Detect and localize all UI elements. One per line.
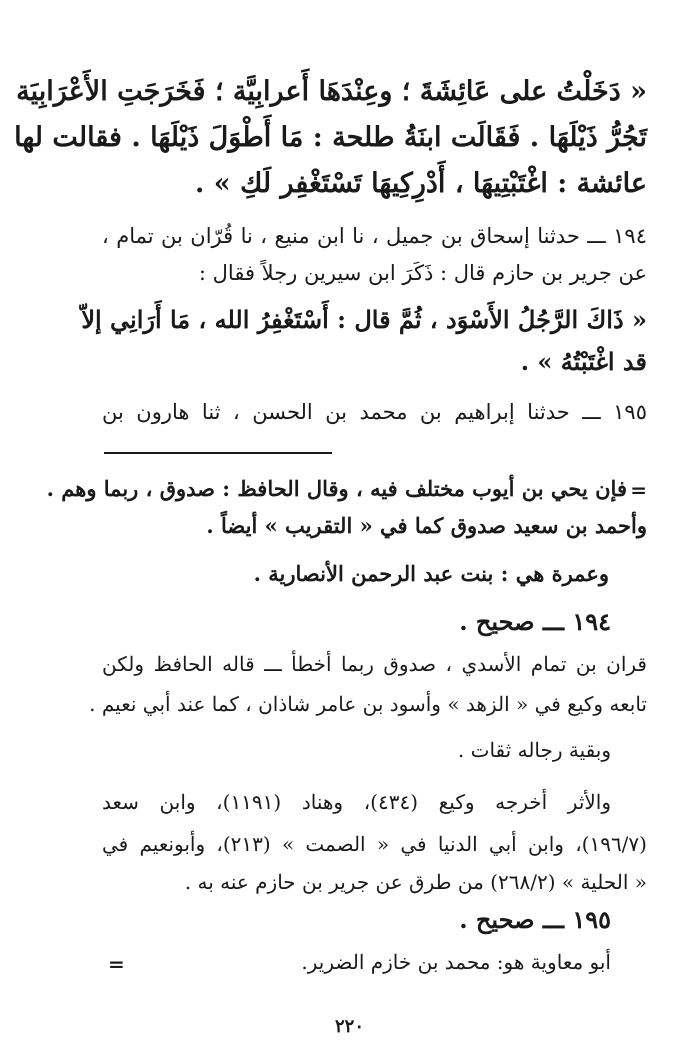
grade-195-heading: ١٩٥ ـــ صحيح . [459, 905, 611, 934]
hadith-195-isnad: ١٩٥ ـــ حدثنا إبراهيم بن محمد بن الحسن ، ثنا هارون بن [102, 400, 647, 424]
quote-line-3: عائشة : اغْتَبْتِيهَا ، أَدْرِكِيهَا تَسْتَغْفِر لَكِ » . [195, 168, 647, 199]
hadith-194-isnad-1: ١٩٤ ـــ حدثنا إسحاق بن جميل ، نا ابن منيع ، نا قُرّان بن تمام ، [102, 224, 647, 248]
note-194-line-6: « الحلية » (٢٦٨/٢) من طرق عن جرير بن حازم عنه به . [184, 870, 647, 894]
note-194-line-3: وبقية رجاله ثقات . [457, 738, 611, 762]
note-194-line-4: والأثر أخرجه وكيع (٤٣٤)، وهناد (١١٩١)، وابن سعد [102, 790, 612, 814]
note-194-line-5: (١٩٦/٧)، وابن أبي الدنيا في « الصمت » (٢١٣)، وأبونعيم في [102, 832, 647, 856]
footnote-continuation-1: فإن يحي بن أيوب مختلف فيه ، وقال الحافظ : صدوق ، ربما وهم . [46, 476, 627, 501]
note-194-line-1: قران بن تمام الأسدي ، صدوق ربما أخطأ ـــ قاله الحافظ ولكن [102, 652, 647, 676]
hadith-194-quote-1: « ذَاكَ الرَّجُلُ الأَسْوَد ، ثُمَّ قال : أَسْتَغْفِرُ الله ، مَا أَرَانِي إلاّ [81, 305, 647, 334]
note-194-line-2: تابعه وكيع في « الزهد » وأسود بن عامر شاذان ، كما عند أبي نعيم . [89, 692, 647, 716]
footnote-amra: وعمرة هي : بنت عبد الرحمن الأنصارية . [253, 561, 609, 586]
note-195: أبو معاوية هو: محمد بن خازم الضرير. [301, 950, 611, 974]
footnote-divider [104, 452, 332, 454]
trailing-mark: = [108, 952, 125, 976]
quote-line-1: « دَخَلْتُ على عَائِشَةَ ؛ وعِنْدَهَا أَعرابِيَّة ؛ فَخَرَجَتِ الأَعْرَابِيَة [16, 76, 647, 107]
quote-line-2: تَجُرُّ ذَيْلَهَا . فَقَالَت ابنَةُ طلحة : مَا أَطْوَلَ ذَيْلَهَا . فقالت لها [14, 122, 647, 153]
page-number: ٢٢٠ [334, 1016, 364, 1037]
grade-194-heading: ١٩٤ ـــ صحيح . [459, 607, 611, 636]
hadith-194-isnad-2: عن جرير بن حازم قال : ذَكَرَ ابن سيرين رجلاً فقال : [198, 261, 647, 285]
footnote-continuation-2: وأحمد بن سعيد صدوق كما في « التقريب » أيضاً . [206, 513, 647, 538]
hadith-194-quote-2: قد اغْتَبْتُهُ » . [520, 347, 647, 376]
continuation-mark: = [630, 478, 647, 502]
